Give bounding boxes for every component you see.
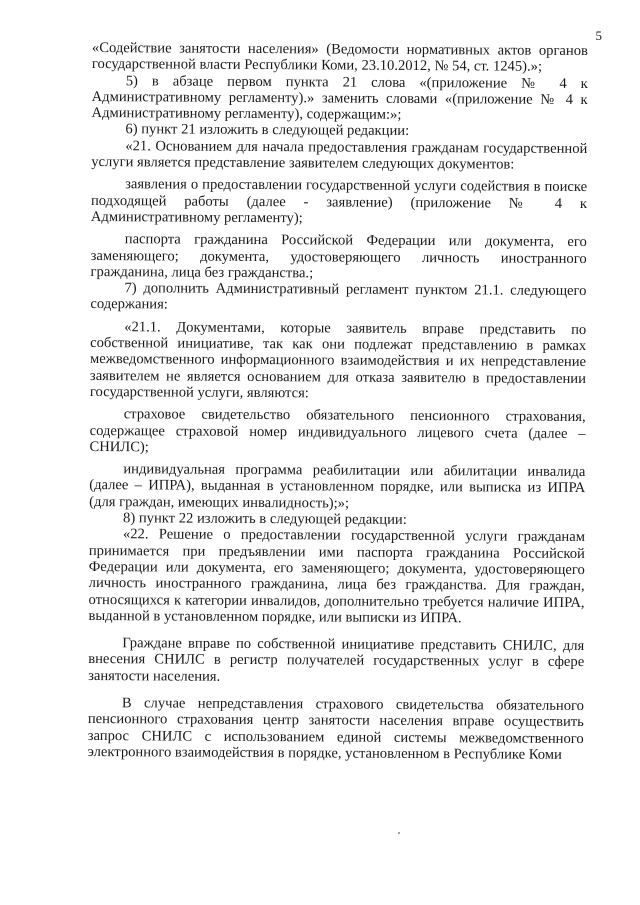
page-number: 5 (595, 28, 602, 43)
paragraph-10: индивидуальная программа реабилитации или абилитации инвалида (далее – ИПРА), выданная в установленном порядке, или выписка из ИПРА (для граждан, имеющих инвалидность);»; (89, 461, 586, 512)
paragraph-3: 6) пункт 21 изложить в следующей редакции: (125, 121, 410, 140)
paragraph-13: Граждане вправе по собственной инициативе представить СНИЛС, для внесения СНИЛС в регистр получателей государственных услуг в сфере занятости населения. (88, 635, 585, 685)
paragraph-6: паспорта гражданина Российской Федерации или документа, его заменяющего; документа, удостоверяющего личность иностранного гражданина, лица без гражданства.; (90, 231, 587, 282)
paragraph-14: В случае непредставления страхового свидетельства обязательного пенсионного страхования центр занятости населения вправе осуществить запрос СНИЛС с использованием единой системы межведомственного электронного взаимодействия в порядке, установленном в Республике Коми (87, 695, 584, 763)
paragraph-2: 5) в абзаце первом пункта 21 слова «(приложение № 4 к Административному регламенту).» заменить словами «(приложение № 4 к Административному регламенту), содержащим:»; (91, 72, 588, 124)
paragraph-11: 8) пункт 22 изложить в следующей редакции: (123, 510, 407, 528)
paragraph-12: «22. Решение о предоставлении государственной услуги гражданам принимается при предъявлении ими паспорта гражданина Российской Федерации или документа, его заменяющего; документа, удостоверяющего личность иностранного гражданина, лица без гражданства. Для граждан, относящихся к категории инвалидов, дополнительно требуется наличие ИПРА, выданной в установленном порядке, или выписки из ИПРА. (88, 526, 586, 627)
paragraph-5: заявления о предоставлении государственной услуги содействия в поиске подходящей работы (далее - заявление) (приложение № 4 к Административному регламенту); (90, 176, 588, 227)
paragraph-7: 7) дополнить Административный регламент пунктом 21.1. следующего содержания: (90, 280, 587, 313)
document-body (88, 40, 588, 763)
paragraph-1: «Содействие занятости населения» (Ведомости нормативных актов органов государственной власти Республики Коми, 23.10.2012, № 54, ст. 1245).»; (91, 40, 588, 76)
paragraph-9: страховое свидетельство обязательного пенсионного страхования, содержащее страховой номер индивидуального лицевого счета (далее – СНИЛС); (89, 406, 586, 456)
scan-speck (398, 832, 400, 834)
paragraph-4: «21. Основанием для начала предоставления гражданам государственной услуги является представление заявителем следующих документов: (91, 137, 588, 173)
paragraph-8: «21.1. Документами, которые заявитель вправе представить по собственной инициативе, так как они подлежат представлению в рамках межведомственного информационного взаимодействия и их непредставление заявителем не является основанием для отказа заявителю в предоставлении государственной услуги, являются: (89, 318, 587, 402)
